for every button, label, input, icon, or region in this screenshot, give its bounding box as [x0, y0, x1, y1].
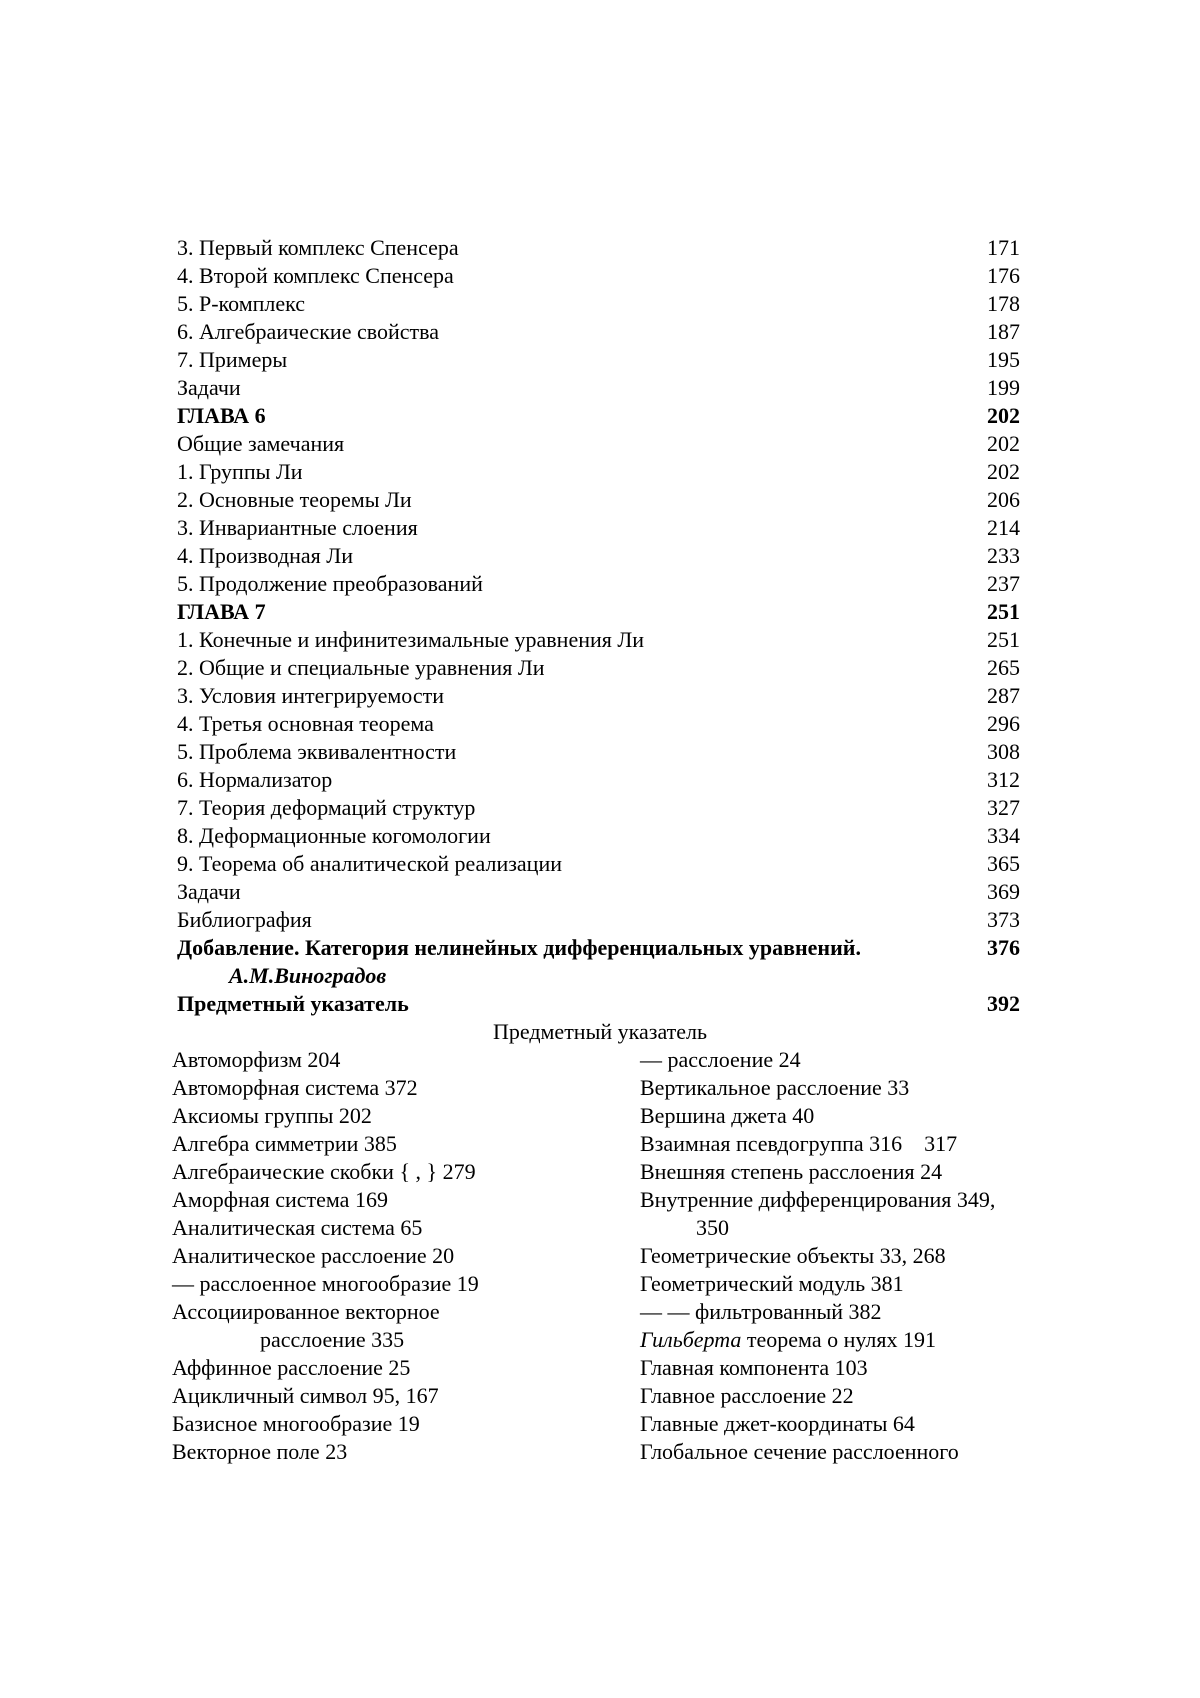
toc-row — [177, 374, 1020, 402]
toc-page: 376 — [987, 935, 1020, 960]
toc-title: 3. Первый комплекс Спенсера — [177, 235, 459, 260]
toc-row — [177, 794, 1020, 822]
index-entry: Автоморфная система 372 — [172, 1075, 418, 1100]
index-entry: Векторное поле 23 — [172, 1439, 348, 1464]
toc-title: 5. Проблема эквивалентности — [177, 739, 457, 764]
toc-row — [177, 318, 1020, 346]
toc-title: ГЛАВА 6 — [177, 403, 266, 428]
toc-page: 296 — [987, 711, 1020, 736]
index-heading: Предметный указатель — [492, 1019, 708, 1044]
index-entry-text: Взаимная псевдогруппа 316 — [640, 1131, 903, 1156]
toc-row — [177, 738, 1020, 766]
toc-title: ГЛАВА 7 — [177, 599, 266, 624]
toc-page: 176 — [987, 263, 1020, 288]
index-entry: Аморфная система 169 — [172, 1187, 388, 1212]
toc-row — [177, 262, 1020, 290]
index-entry: Вертикальное расслоение 33 — [640, 1075, 910, 1100]
toc-title: 6. Нормализатор — [177, 767, 333, 792]
toc-page: 373 — [987, 907, 1020, 932]
toc-title: 4. Второй комплекс Спенсера — [177, 263, 454, 288]
toc-row — [177, 234, 1020, 262]
table-of-contents — [177, 234, 1020, 1018]
index-entry-continuation: 350 — [696, 1215, 729, 1240]
toc-title: Задачи — [177, 879, 241, 904]
toc-title: 7. Теория деформаций структур — [177, 795, 476, 820]
index-entry: Геометрический модуль 381 — [640, 1271, 904, 1296]
toc-page: 365 — [987, 851, 1020, 876]
toc-title: 5. Продолжение преобразований — [177, 571, 483, 596]
index-entry: Базисное многообразие 19 — [172, 1411, 420, 1436]
toc-row — [177, 822, 1020, 850]
index-entry-text: теорема о нулях 191 — [746, 1327, 936, 1352]
toc-page: 308 — [987, 739, 1020, 764]
toc-title: Предметный указатель — [177, 991, 409, 1016]
index-entry: Внутренние дифференцирования 349, — [640, 1187, 996, 1212]
toc-row — [177, 710, 1020, 738]
index-entry-name: Гильберта — [640, 1327, 742, 1352]
index-entry-continuation: расслоение 335 — [260, 1327, 405, 1352]
toc-row — [177, 654, 1020, 682]
toc-page: 202 — [987, 403, 1020, 428]
toc-title: А.М.Виноградов — [229, 963, 387, 988]
toc-page: 171 — [987, 235, 1020, 260]
toc-row — [177, 906, 1020, 934]
toc-row — [177, 458, 1020, 486]
index-entry: Ацикличный символ 95, 167 — [172, 1383, 439, 1408]
index-entry: — — фильтрованный 382 — [640, 1299, 882, 1324]
toc-appendix-heading — [177, 934, 1020, 962]
toc-row — [177, 514, 1020, 542]
toc-title: 2. Общие и специальные уравнения Ли — [177, 655, 545, 680]
toc-page: 199 — [987, 375, 1020, 400]
toc-title: 4. Производная Ли — [177, 543, 353, 568]
index-entry: Алгебраические скобки { , } 279 — [172, 1159, 476, 1184]
index-entry: Глобальное сечение расслоенного — [640, 1439, 959, 1464]
toc-row — [177, 486, 1020, 514]
index-entry: Аффинное расслоение 25 — [172, 1355, 411, 1380]
toc-title: Добавление. Категория нелинейных дифференциальных уравнений. — [177, 935, 861, 960]
index-entry: Вершина джета 40 — [640, 1103, 815, 1128]
toc-title: 2. Основные теоремы Ли — [177, 487, 412, 512]
index-entry: Аксиомы группы 202 — [172, 1103, 372, 1128]
toc-title: 1. Группы Ли — [177, 459, 303, 484]
toc-chapter-heading — [177, 402, 1020, 430]
toc-title: 7. Примеры — [177, 347, 288, 372]
toc-title: 3. Условия интегрируемости — [177, 683, 444, 708]
toc-page: 312 — [987, 767, 1020, 792]
toc-row — [177, 570, 1020, 598]
toc-page: 287 — [987, 683, 1020, 708]
toc-row — [177, 850, 1020, 878]
toc-row — [177, 682, 1020, 710]
toc-page: 251 — [987, 599, 1020, 624]
index-entry-extra-page: 317 — [924, 1131, 958, 1156]
toc-row — [177, 766, 1020, 794]
index-entry: Главные джет-координаты 64 — [640, 1411, 915, 1436]
index-column-right — [640, 1046, 1080, 1466]
toc-page: 233 — [987, 543, 1020, 568]
toc-page: 206 — [987, 487, 1020, 512]
index-entry: — расслоенное многообразие 19 — [172, 1271, 479, 1296]
toc-page: 251 — [987, 627, 1020, 652]
toc-row — [177, 290, 1020, 318]
index-entry: Автоморфизм 204 — [172, 1047, 341, 1072]
toc-page: 327 — [987, 795, 1020, 820]
toc-title: 8. Деформационные когомологии — [177, 823, 491, 848]
index-entry: Внешняя степень расслоения 24 — [640, 1159, 943, 1184]
toc-title: 1. Конечные и инфинитезимальные уравнения Ли — [177, 627, 645, 652]
toc-title: Общие замечания — [177, 431, 345, 456]
toc-page: 178 — [987, 291, 1020, 316]
index-column-left — [172, 1046, 612, 1466]
toc-row — [177, 430, 1020, 458]
toc-title: Библиография — [177, 907, 312, 932]
toc-page: 202 — [987, 431, 1020, 456]
toc-page: 202 — [987, 459, 1020, 484]
index-entry: Главное расслоение 22 — [640, 1383, 854, 1408]
toc-page: 392 — [987, 991, 1020, 1016]
toc-title: 6. Алгебраические свойства — [177, 319, 439, 344]
toc-page: 265 — [987, 655, 1020, 680]
index-entry: Геометрические объекты 33, 268 — [640, 1243, 946, 1268]
index-entry: Аналитическое расслоение 20 — [172, 1243, 455, 1268]
toc-chapter-heading — [177, 598, 1020, 626]
index-entry — [640, 1130, 1080, 1158]
toc-title: 4. Третья основная теорема — [177, 711, 434, 736]
toc-row — [177, 542, 1020, 570]
index-entry: — расслоение 24 — [640, 1047, 801, 1072]
toc-title: Задачи — [177, 375, 241, 400]
toc-title: 3. Инвариантные слоения — [177, 515, 418, 540]
toc-page: 187 — [987, 319, 1020, 344]
toc-page: 369 — [987, 879, 1020, 904]
toc-index-heading — [177, 990, 1020, 1018]
index-entry: Алгебра симметрии 385 — [172, 1131, 397, 1156]
toc-page: 195 — [987, 347, 1020, 372]
toc-author — [177, 962, 1020, 990]
index-entry — [640, 1326, 1080, 1354]
index-entry: Ассоциированное векторное — [172, 1299, 440, 1324]
toc-title: 5. P-комплекс — [177, 291, 306, 316]
toc-row — [177, 626, 1020, 654]
toc-row — [177, 878, 1020, 906]
index-entry: Аналитическая система 65 — [172, 1215, 423, 1240]
index-entry: Главная компонента 103 — [640, 1355, 868, 1380]
toc-page: 334 — [987, 823, 1020, 848]
toc-page: 237 — [987, 571, 1020, 596]
toc-page: 214 — [987, 515, 1020, 540]
toc-row — [177, 346, 1020, 374]
toc-title: 9. Теорема об аналитической реализации — [177, 851, 562, 876]
